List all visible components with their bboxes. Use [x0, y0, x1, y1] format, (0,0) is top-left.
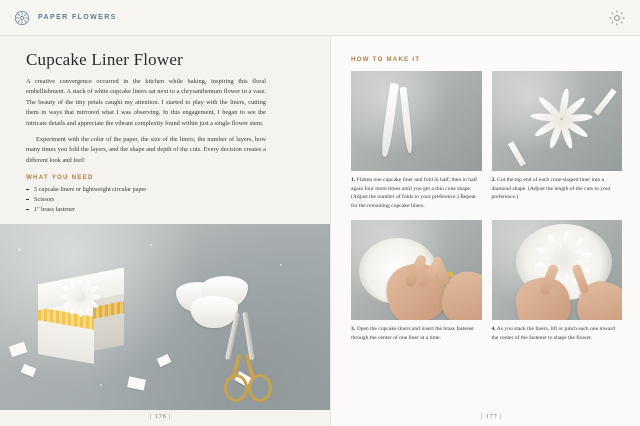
step-2 — [492, 71, 623, 211]
page-title: Cupcake Liner Flower — [26, 50, 183, 69]
step-1-number: 1. — [351, 177, 356, 183]
step-1-text: Flatten one cupcake liner and fold in half, then in half again four more times until you get a thin cone shape. (Adjust the number of folds to your preference.) Repeat for the remaining cupcake liners. — [351, 177, 477, 210]
step-1-photo — [351, 71, 482, 171]
step-4 — [492, 220, 623, 342]
brand-label: PAPER FLOWERS — [38, 14, 117, 21]
spread-columns — [0, 36, 640, 426]
step-4-photo — [492, 220, 623, 320]
book-spread — [0, 36, 640, 426]
right-page — [330, 36, 640, 426]
step-4-number: 4. — [491, 325, 496, 332]
app-topbar — [0, 0, 640, 36]
paper-flower-on-box — [52, 274, 108, 320]
step-3-photo — [351, 220, 482, 320]
photo-speck — [18, 248, 21, 251]
flower-logo-icon — [14, 10, 30, 26]
what-you-need-heading: WHAT YOU NEED — [26, 174, 94, 181]
step-3-number: 3. — [351, 325, 356, 332]
step-3-caption — [351, 325, 482, 342]
page-number-right: | 177 | — [481, 414, 503, 420]
how-to-heading: HOW TO MAKE IT — [351, 56, 421, 63]
scissor-blade — [225, 312, 240, 360]
photo-background — [351, 71, 482, 171]
page-number-left: | 176 | — [150, 414, 172, 420]
list-item: 1" brass fastener — [26, 205, 308, 215]
step-3-text: Open the cupcake liners and insert the brass fastener through the center of one liner at a time. — [351, 325, 475, 341]
step-1-caption — [351, 176, 482, 211]
step-2-text: Cut the top end of each cone-shaped liner into a diamond shape. (Adjust the length of the cuts to your preference.) — [491, 177, 611, 201]
gold-scissors — [208, 312, 304, 404]
photo-speck — [280, 264, 282, 266]
intro-paragraph-1: A creative convergence occurred in the kitchen while baking, inspiring this floral embellishment. A stack of white cupcake liners sat next to a chrysanthemum flower in a vase. The beauty of the tiny petals caught my attention. I started to play with the liners, cutting them in ways that mirrored what I was observing. In this engagement, I began to see the intricate details and appreciate the vibrant complexity found within just a single flower stem. — [26, 78, 266, 127]
scissor-ring — [248, 374, 272, 402]
step-3 — [351, 220, 482, 342]
topbar-left-group — [14, 10, 117, 26]
intro-paragraph-2: Experiment with the color of the paper, the size of the liners, the number of layers, how many times you fold the layers, and the shape and depth of the cuts. Every decision creates a different look and feel! — [26, 135, 266, 164]
scissor-blade — [242, 312, 254, 360]
step-4-text: As you stack the liners, lift or pinch each one toward the center of the fastener to shape the flower. — [491, 325, 616, 341]
photo-speck — [100, 384, 102, 386]
step-2-caption — [492, 176, 623, 202]
materials-list — [26, 185, 308, 214]
photo-speck — [150, 244, 152, 246]
step-2-photo — [492, 71, 623, 171]
list-item: Scissors — [26, 195, 308, 205]
step-2-number: 2. — [491, 177, 496, 183]
list-item: 5 cupcake liners or lightweight circular paper — [26, 185, 308, 195]
hero-photo — [0, 224, 330, 410]
gear-icon[interactable] — [608, 9, 626, 27]
step-1 — [351, 71, 482, 211]
step-4-caption — [492, 325, 623, 342]
left-page — [0, 36, 330, 426]
scissor-ring — [224, 374, 248, 402]
steps-grid — [351, 71, 622, 342]
